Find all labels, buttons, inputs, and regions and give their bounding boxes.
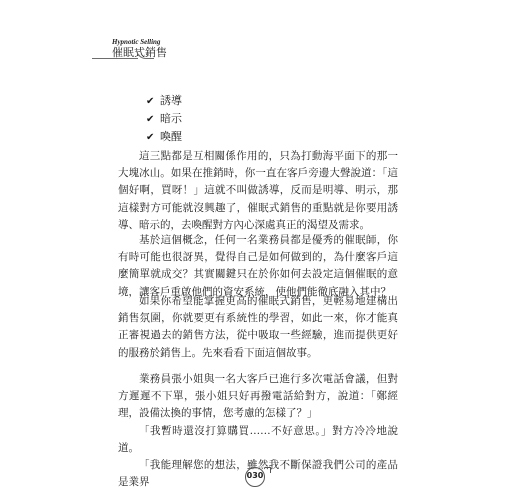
checklist (146, 92, 182, 146)
dialogue-line: 「我能理解您的想法，雖然我不斷保證我們公司的產品是業界 (118, 459, 398, 489)
checklist-item (146, 110, 182, 128)
body-paragraph: 這三點都是互相關係作用的，只為打動海平面下的那一大塊冰山。如果在推銷時，你一直在客戶旁邊大聲說道：「這個好啊，買呀！」這就不叫做誘導，反而是明導、明示，那這樣對方可能就沒興趣了，催眠式銷售的重點就是你要用誘導、暗示的，去喚醒對方內心深處真正的渴望及需求。 (118, 150, 398, 231)
paragraph-block (118, 232, 398, 301)
paragraph-block (118, 148, 398, 234)
checklist-label: 暗示 (160, 112, 182, 125)
dialogue-line: 「我暫時還沒打算購買……不好意思。」對方冷冷地說道。 (118, 424, 398, 454)
body-paragraph: 如果你希望能掌握更高的催眠式銷售，更輕易地建構出銷售氛圍，你就要更有系統性的學習，如此一來，你才能真正審視過去的銷售方法，從中吸取一些經驗，進而提供更好的服務於銷售上。先來看看下面這個故事。 (118, 295, 398, 359)
header-rule (92, 58, 138, 59)
paragraph-block (118, 293, 398, 362)
checkmark-icon: ✔ (146, 132, 155, 143)
series-title-zh: 催眠式銷售 (112, 46, 167, 59)
checklist-label: 喚醒 (160, 130, 182, 143)
checklist-item (146, 92, 182, 110)
checklist-item (146, 128, 182, 146)
page-number-arrow-icon (265, 467, 271, 473)
checkmark-icon: ✔ (146, 96, 155, 107)
body-paragraph: 基於這個概念，任何一名業務員都是優秀的催眠師，你有時可能也很訝異，覺得自己是如何做到的，為什麼客戶這麼簡單就成交？其實關鍵只在於你如何去設定這個催眠的意境，讓客戶重啟他們的資安系統，使他們能徹底融入其中？ (118, 234, 398, 298)
series-title-en: Hypnotic Selling (112, 38, 161, 46)
checklist-label: 誘導 (160, 94, 182, 107)
page-number-text: 030 (246, 471, 264, 480)
checkmark-icon: ✔ (146, 114, 155, 125)
body-paragraph: 業務員張小姐與一名大客戶已進行多次電話會議，但對方遲遲不下單，張小姐只好再撥電話給對方，說道：「鄭經理，設備汰換的事情，您考慮的怎樣了？」 (118, 373, 398, 420)
